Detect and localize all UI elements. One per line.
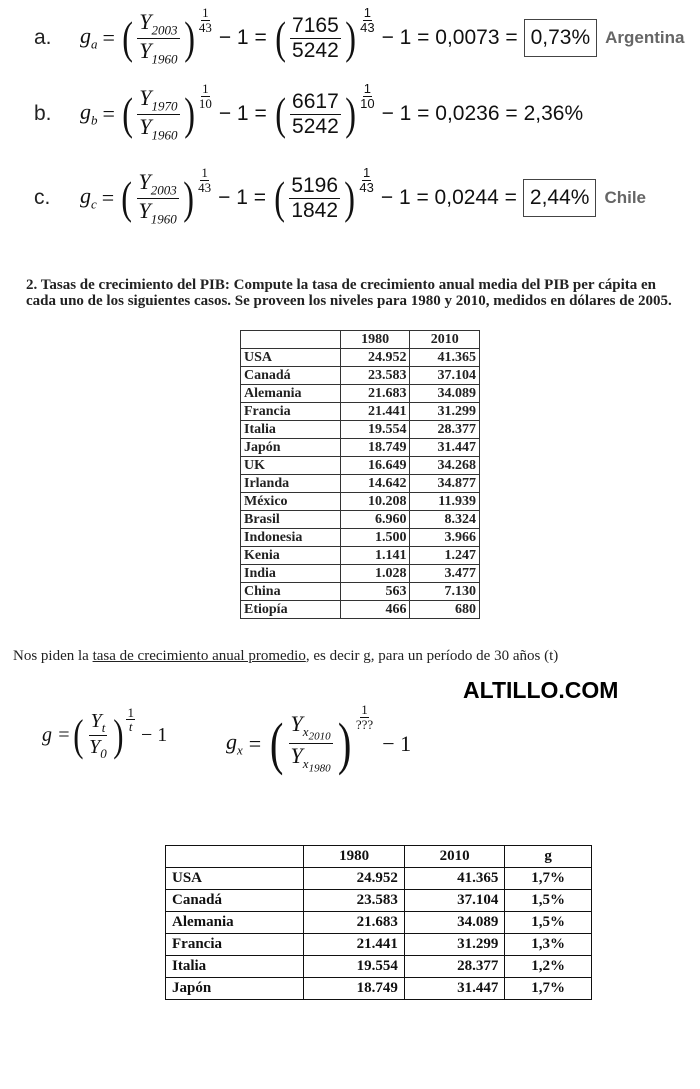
country-cell: Francia: [241, 403, 341, 421]
value-cell: 18.749: [340, 439, 410, 457]
exponent: 1 43: [198, 164, 212, 195]
value-cell: 21.441: [340, 403, 410, 421]
table-row: [241, 601, 480, 619]
equation-letter: c.: [34, 186, 51, 209]
table-row: [241, 565, 480, 583]
value-ratio-fraction: $\frac{7165}{5242}$: [292, 14, 339, 62]
year-ratio-fraction: $\frac{Y_{2003}}{Y_{1960}}$: [139, 8, 178, 66]
exponent: 1 43: [360, 4, 375, 35]
country-cell: Alemania: [241, 385, 341, 403]
section-title-text: Compute la tasa de crecimiento anual media del PIB per cápita en cada uno de los siguientes casos. Se proveen los niveles para 1980 y 2010, medidos en dólares de 2005.: [26, 277, 672, 309]
table-row: [241, 493, 480, 511]
country-cell: India: [241, 565, 341, 583]
table-row: [241, 421, 480, 439]
value-cell: 31.299: [404, 934, 505, 956]
country-cell: Italia: [166, 956, 304, 978]
value-cell: 28.377: [410, 421, 480, 439]
value-cell: 14.642: [340, 475, 410, 493]
country-cell: Irlanda: [241, 475, 341, 493]
year-ratio-fraction: $\frac{Y_{2003}}{Y_{1960}}$: [138, 168, 177, 226]
sentence-underlined: tasa de crecimiento anual promedio: [92, 648, 306, 664]
country-cell: Kenia: [241, 547, 341, 565]
value-cell: 31.299: [410, 403, 480, 421]
watermark: ALTILLO.COM: [463, 677, 619, 703]
value-cell: 37.104: [410, 367, 480, 385]
value-cell: 1.500: [340, 529, 410, 547]
value-cell: 34.089: [404, 912, 505, 934]
country-cell: China: [241, 583, 341, 601]
formula1-exponent: 1 t: [127, 704, 134, 735]
growth-cell: 1,5%: [505, 890, 592, 912]
formula1-tail: − 1: [140, 724, 168, 747]
country-cell: Francia: [166, 934, 304, 956]
table-row: [241, 457, 480, 475]
table-row: [241, 511, 480, 529]
table-row: [241, 529, 480, 547]
country-cell: Alemania: [166, 912, 304, 934]
sentence-after: , es decir g, para un período de 30 años (t): [305, 648, 559, 664]
growth-result: 2,44%: [523, 179, 597, 217]
table-row: [166, 890, 592, 912]
value-cell: 680: [410, 601, 480, 619]
sentence-before: Nos piden la: [13, 648, 93, 664]
value-cell: 28.377: [404, 956, 505, 978]
value-cell: 34.877: [410, 475, 480, 493]
growth-cell: 1,7%: [505, 978, 592, 1000]
table-row: [241, 385, 480, 403]
value-cell: 37.104: [404, 890, 505, 912]
scan-header-cell: [241, 331, 341, 349]
formula2-tail: − 1: [382, 730, 412, 756]
country-cell: UK: [241, 457, 341, 475]
formula2-var: $g_x$: [226, 728, 243, 758]
result-header-cell: [166, 846, 304, 868]
value-cell: 24.952: [304, 868, 405, 890]
value-cell: 6.960: [340, 511, 410, 529]
value-cell: 23.583: [304, 890, 405, 912]
value-cell: 19.554: [340, 421, 410, 439]
table-row: [241, 439, 480, 457]
value-cell: 41.365: [404, 868, 505, 890]
value-cell: 24.952: [340, 349, 410, 367]
result-header-cell: g: [505, 846, 592, 868]
value-cell: 1.247: [410, 547, 480, 565]
section-title-bold: 2. Tasas de crecimiento del PIB:: [26, 277, 230, 293]
country-label: Chile: [604, 188, 646, 207]
country-growth-formula: $g_x$ = ( $\frac{Y_{x_{2010}}}{Y_{x_{1980}}}$ ) 1 ??? − 1: [226, 702, 412, 776]
result-header-cell: 2010: [404, 846, 505, 868]
value-ratio-fraction: $\frac{5196}{1842}$: [291, 174, 339, 222]
country-cell: Brasil: [241, 511, 341, 529]
growth-results-table: [165, 845, 592, 1000]
value-cell: 19.554: [304, 956, 405, 978]
country-cell: Canadá: [241, 367, 341, 385]
formula2-fraction: $\frac{Y_{x_{2010}}}{Y_{x_{1980}}}$: [290, 711, 331, 776]
scan-header-cell: 2010: [410, 331, 480, 349]
country-cell: Japón: [166, 978, 304, 1000]
table-row: [166, 912, 592, 934]
gdp-data-table: [240, 330, 480, 619]
value-cell: 16.649: [340, 457, 410, 475]
value-cell: 34.089: [410, 385, 480, 403]
value-cell: 21.683: [340, 385, 410, 403]
country-label: Argentina: [605, 28, 685, 47]
table-row: [166, 978, 592, 1000]
country-cell: Japón: [241, 439, 341, 457]
growth-result: 0,73%: [524, 19, 598, 57]
formula2-exponent: 1 ???: [355, 702, 374, 733]
value-cell: 1.028: [340, 565, 410, 583]
scan-header-cell: 1980: [340, 331, 410, 349]
value-cell: 1.141: [340, 547, 410, 565]
value-cell: 8.324: [410, 511, 480, 529]
equation-letter: a.: [34, 26, 52, 49]
value-ratio-fraction: $\frac{6617}{5242}$: [292, 90, 339, 138]
table-row: [241, 547, 480, 565]
equation-letter: b.: [34, 102, 52, 125]
value-cell: 563: [340, 583, 410, 601]
value-cell: 31.447: [410, 439, 480, 457]
country-cell: Canadá: [166, 890, 304, 912]
country-cell: México: [241, 493, 341, 511]
value-cell: 3.966: [410, 529, 480, 547]
instruction-sentence: [13, 648, 558, 665]
general-growth-formula: g = ( $\frac{Y_t}{Y_0}$ ) 1 t − 1: [42, 704, 168, 762]
exponent: 1 43: [198, 4, 212, 35]
table-row: [241, 349, 480, 367]
formula1-lhs: g =: [42, 724, 71, 747]
table-row: [241, 367, 480, 385]
growth-cell: 1,5%: [505, 912, 592, 934]
country-cell: Indonesia: [241, 529, 341, 547]
growth-result: 2,36%: [523, 102, 584, 125]
value-cell: 466: [340, 601, 410, 619]
table-row: [241, 583, 480, 601]
table-row: [166, 956, 592, 978]
value-cell: 3.477: [410, 565, 480, 583]
value-cell: 23.583: [340, 367, 410, 385]
country-cell: Italia: [241, 421, 341, 439]
table-row: [166, 868, 592, 890]
country-cell: Etiopía: [241, 601, 341, 619]
value-cell: 11.939: [410, 493, 480, 511]
formula1-fraction: $\frac{Y_t}{Y_0}$: [89, 710, 107, 762]
value-cell: 10.208: [340, 493, 410, 511]
value-cell: 7.130: [410, 583, 480, 601]
value-cell: 21.683: [304, 912, 405, 934]
country-cell: USA: [241, 349, 341, 367]
section-title: [26, 277, 676, 309]
table-row: [166, 934, 592, 956]
year-ratio-fraction: $\frac{Y_{1970}}{Y_{1960}}$: [139, 84, 178, 142]
value-cell: 21.441: [304, 934, 405, 956]
value-cell: 18.749: [304, 978, 405, 1000]
growth-cell: 1,7%: [505, 868, 592, 890]
country-cell: USA: [166, 868, 304, 890]
value-cell: 41.365: [410, 349, 480, 367]
growth-cell: 1,2%: [505, 956, 592, 978]
table-row: [241, 475, 480, 493]
result-header-cell: 1980: [304, 846, 405, 868]
value-cell: 34.268: [410, 457, 480, 475]
table-row: [241, 403, 480, 421]
exponent: 1 43: [359, 164, 374, 195]
exponent: 1 10: [360, 80, 375, 111]
growth-cell: 1,3%: [505, 934, 592, 956]
value-cell: 31.447: [404, 978, 505, 1000]
exponent: 1 10: [198, 80, 212, 111]
